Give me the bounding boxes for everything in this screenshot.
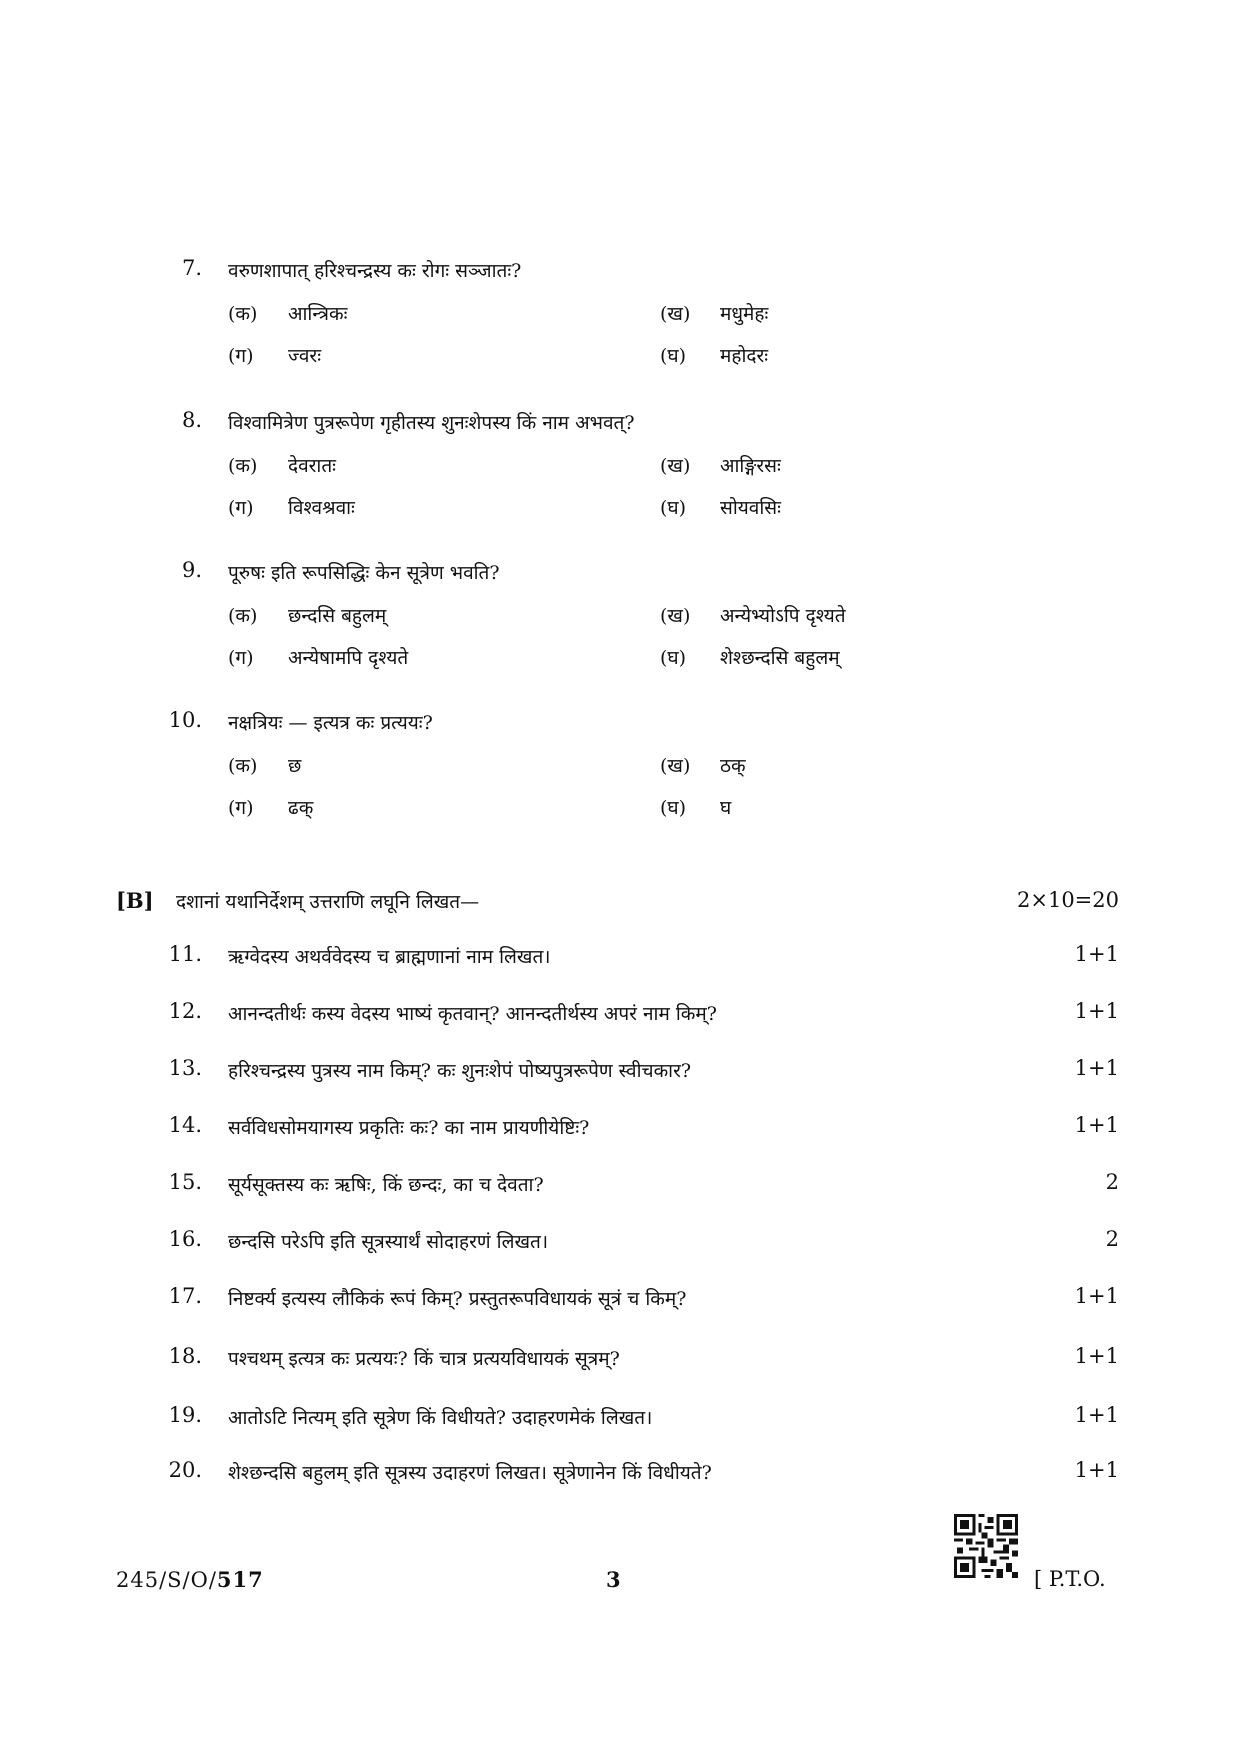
short-question xyxy=(0,1170,1241,1200)
question-text: पूरुषः इति रूपसिद्धिः केन सूत्रेण भवति? xyxy=(228,562,500,584)
option-ka: (क) देवरातः xyxy=(228,455,337,477)
option-gha: (घ) महोदरः xyxy=(660,345,769,367)
option-ga: (ग) विश्वश्रवाः xyxy=(228,497,355,519)
question-marks: 1+1 xyxy=(1074,1403,1119,1427)
question-number: 11. xyxy=(168,942,202,966)
short-question xyxy=(0,1113,1241,1143)
short-question xyxy=(0,1344,1241,1374)
option-gha: (घ) घ xyxy=(660,797,732,819)
question-marks: 1+1 xyxy=(1074,1113,1119,1137)
question-number: 18. xyxy=(168,1344,202,1368)
short-question xyxy=(0,1284,1241,1314)
question-number: 15. xyxy=(168,1170,202,1194)
question-number: 13. xyxy=(168,1056,202,1080)
option-kha: (ख) आङ्गिरसः xyxy=(660,455,781,477)
option-kha: (ख) मधुमेहः xyxy=(660,303,769,325)
option-gha: (घ) सोयवसिः xyxy=(660,497,781,519)
question-text: शेश्छन्दसि बहुलम् इति सूत्रस्य उदाहरणं लिखत। सूत्रेणानेन किं विधीयते? xyxy=(228,1462,712,1484)
option-ga: (ग) ज्वरः xyxy=(228,345,322,367)
question-text: निष्टर्क्य इत्यस्य लौकिकं रूपं किम्? प्रस्तुतरूपविधायकं सूत्रं च किम्? xyxy=(228,1288,687,1310)
question-text: आतोऽटि नित्यम् इति सूत्रेण किं विधीयते? उदाहरणमेकं लिखत। xyxy=(228,1407,653,1429)
question-text: सर्वविधसोमयागस्य प्रकृतिः कः? का नाम प्रायणीयेष्टिः? xyxy=(228,1117,590,1139)
short-question xyxy=(0,1227,1241,1257)
question-marks: 1+1 xyxy=(1074,1056,1119,1080)
question-marks: 2 xyxy=(1105,1170,1119,1194)
question-marks: 2 xyxy=(1105,1227,1119,1251)
question-text: नक्षत्रियः — इत्यत्र कः प्रत्ययः? xyxy=(228,712,433,734)
question-marks: 1+1 xyxy=(1074,999,1119,1023)
option-kha: (ख) अन्येभ्योऽपि दृश्यते xyxy=(660,605,846,627)
short-question xyxy=(0,1403,1241,1433)
question-text: छन्दसि परेऽपि इति सूत्रस्यार्थं सोदाहरणं लिखत। xyxy=(228,1231,549,1253)
paper-code: 245/S/O/517 xyxy=(116,1567,264,1592)
question-number: 8. xyxy=(181,408,202,432)
question-number: 16. xyxy=(168,1227,202,1251)
question-number: 20. xyxy=(168,1458,202,1482)
question-number: 17. xyxy=(168,1284,202,1308)
option-ga: (ग) अन्येषामपि दृश्यते xyxy=(228,647,409,669)
question-number: 12. xyxy=(168,999,202,1023)
option-ka: (क) छन्दसि बहुलम् xyxy=(228,605,387,627)
question-text: वरुणशापात् हरिश्चन्द्रस्य कः रोगः सञ्जातः? xyxy=(228,260,522,282)
question-text: ऋग्वेदस्य अथर्ववेदस्य च ब्राह्मणानां नाम लिखत। xyxy=(228,946,551,968)
section-label: [B] xyxy=(116,888,154,913)
option-ka: (क) आन्त्रिकः xyxy=(228,303,348,325)
question-number: 9. xyxy=(181,558,202,582)
question-text: सूर्यसूक्तस्य कः ऋषिः, किं छन्दः, का च देवता? xyxy=(228,1174,544,1196)
question-text: आनन्दतीर्थः कस्य वेदस्य भाष्यं कृतवान्? आनन्दतीर्थस्य अपरं नाम किम्? xyxy=(228,1003,717,1025)
question-marks: 1+1 xyxy=(1074,1344,1119,1368)
question-marks: 1+1 xyxy=(1074,942,1119,966)
page-number: 3 xyxy=(606,1567,621,1592)
question-number: 14. xyxy=(168,1113,202,1137)
question-number: 10. xyxy=(168,708,202,732)
short-question xyxy=(0,1458,1241,1488)
short-question xyxy=(0,1056,1241,1086)
question-number: 19. xyxy=(168,1403,202,1427)
question-text: विश्वामित्रेण पुत्ररूपेण गृहीतस्य शुनःशेपस्य किं नाम अभवत्? xyxy=(228,412,635,434)
question-text: हरिश्चन्द्रस्य पुत्रस्य नाम किम्? कः शुनःशेपं पोष्यपुत्ररूपेण स्वीचकार? xyxy=(228,1060,692,1082)
question-marks: 1+1 xyxy=(1074,1284,1119,1308)
option-ga: (ग) ढक् xyxy=(228,797,314,819)
section-instruction: दशानां यथानिर्देशम् उत्तराणि लघूनि लिखत— xyxy=(176,891,480,913)
question-text: पश्चथम् इत्यत्र कः प्रत्ययः? किं चात्र प्रत्ययविधायकं सूत्रम्? xyxy=(228,1348,620,1370)
option-gha: (घ) शेश्छन्दसि बहुलम् xyxy=(660,647,840,669)
question-number: 7. xyxy=(181,256,202,280)
section-marks: 2×10=20 xyxy=(1017,888,1119,912)
option-kha: (ख) ठक् xyxy=(660,755,746,777)
question-marks: 1+1 xyxy=(1074,1458,1119,1482)
option-ka: (क) छ xyxy=(228,755,302,777)
qr-code-icon xyxy=(954,1514,1018,1578)
short-question xyxy=(0,942,1241,972)
pto-label: [ P.T.O. xyxy=(1034,1567,1106,1591)
short-question xyxy=(0,999,1241,1029)
